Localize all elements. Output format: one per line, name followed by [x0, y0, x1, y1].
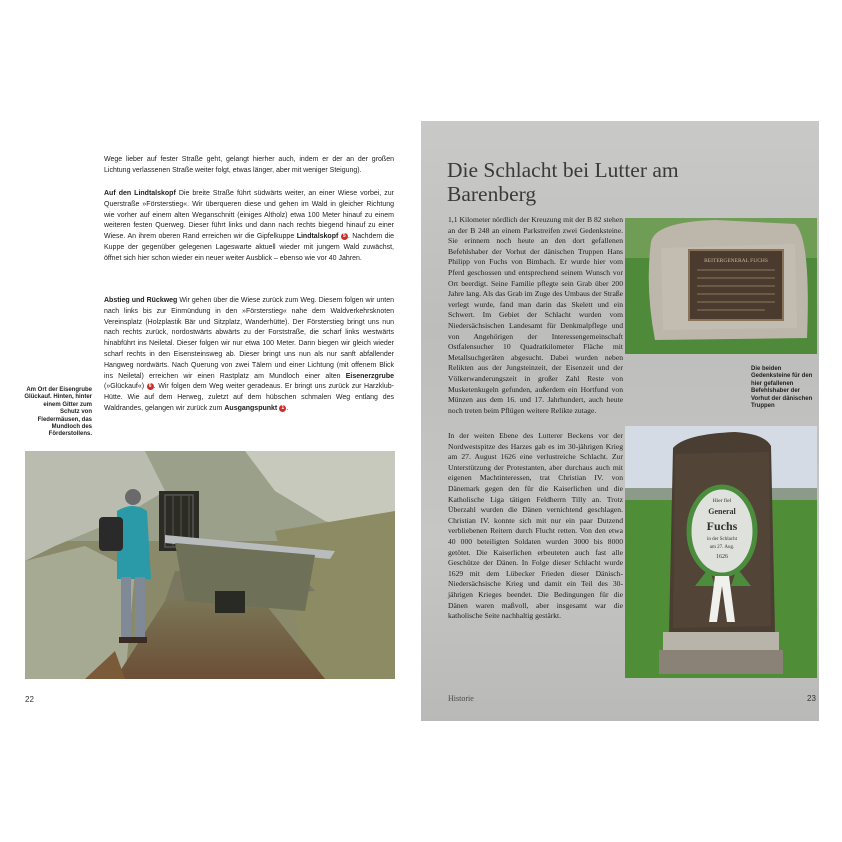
- abstieg-text-c: . Wir folgen dem Weg weiter geradeaus. Er bringt uns zurück zur Harzklub-Hütte. Wie auf dem Herweg, zuletzt auf dem hübschen schmalen Weg entlang des Waldrandes, gelangen wir zurück zum: [104, 383, 394, 412]
- section-heading-lindtalskopf: Auf den Lindtalskopf: [104, 190, 176, 197]
- intro-paragraph: [104, 155, 394, 177]
- abstieg-paragraph: [104, 296, 394, 415]
- eisenerzgrube-bold: Eisenerzgrube: [345, 372, 394, 380]
- ausgangspunkt-bold: Ausgangspunkt: [224, 404, 278, 412]
- section-label: Historie: [448, 694, 474, 703]
- gravestone-line-3: Fuchs: [706, 519, 738, 533]
- gravestone-line-1: Hier fiel: [712, 498, 732, 504]
- waypoint-1-marker: 1: [279, 405, 286, 412]
- right-page: [421, 121, 819, 721]
- abstieg-text-b: (»Glückauf«): [104, 383, 147, 391]
- mine-entrance-photo: [25, 451, 395, 679]
- gravestone-illustration: [625, 426, 817, 678]
- gravestone-line-4: in der Schlacht: [707, 537, 737, 542]
- photo-caption-right: Die beiden Gedenksteine für den hier gefallenen Befehlshaber der Vorhut der dänischen Truppen: [751, 366, 813, 410]
- gravestone-line-2: General: [708, 507, 736, 516]
- lindtalskopf-text-b: . Nachdem die Kuppe der gegenüber gelegenen Lageswarte aktuell wieder mit jungem Wald zuwächst, öffnet sich hier schon wieder ein neuer weiter Ausblick – ebenso wie vor 40 Jahren.: [104, 233, 395, 262]
- history-body-bottom: In der weiten Ebene des Lutterer Beckens vor der Nordwestspitze des Harzes gab es im 30-jährigen Krieg am 27. August 1626 eine verlustreiche Schlacht. Zur Unterstützung der Protestanten, aber durchaus auch mit eigenen Machtinteressen, trat Christian IV. von Dänemark gegen den für die Kaiserlichen und die Katholische Liga tätigen Feldherrn Tilly an. Trotz Überzahl wurden die Dänen vernichtend geschlagen. Christian IV. konnte sich mit nur ein paar Dutzend verbliebenen Reitern durch Flucht retten. Von den etwa 40 000 beteiligten Soldaten wurden 3000 bis 8000 getötet. Die Kaiserlichen erbeuteten auch fast alle Geschütze der Dänen. In Folge dieser Schlacht wurde 1629 mit dem Lübecker Frieden dieser Dänisch-Niedersächsische Krieg und damit ein Teil des 30-jährigen Krieges beendet. Die Bedingungen für die Dänen waren maßvoll, aber insgesamt war die katholische Seite nachhaltig gestärkt.: [448, 431, 623, 621]
- lindtalskopf-bold: Lindtalskopf: [296, 233, 339, 241]
- lindtalskopf-text-a: Die breite Straße führt südwärts weiter, an einer Wiese vorbei, zur Querstraße »Försterstieg«. Wir überqueren diese und gehen im Wald in gleicher Richtung wie vorher auf einem alten Weganschnitt (einiges Altholz) etwa 100 Meter hinauf zu einem weiteren festen Querweg. Dieser führt links und dann nach rechts biegend hinauf zu einer Wiese. An ihrem oberen Rand erreichen wir die Gipfelkuppe: [104, 190, 394, 241]
- fuchs-gravestone-photo: [625, 426, 817, 678]
- mine-entrance-illustration: [25, 451, 395, 679]
- intro-text: Wege lieber auf fester Straße geht, gelangt hierher auch, indem er der an der großen Lichtung verlassenen Straße weiter folgt, etwas länger, aber mit weniger Steigung).: [104, 156, 394, 174]
- page-number-right: 23: [807, 694, 816, 703]
- page-number-left: 22: [25, 695, 34, 704]
- waypoint-5-marker: 5: [341, 233, 348, 240]
- abstieg-text-d: .: [286, 404, 289, 412]
- gravestone-line-5: am 27. Aug.: [709, 545, 735, 550]
- waypoint-6-marker: 6: [147, 383, 154, 390]
- page-title: Die Schlacht bei Lutter am Barenberg: [447, 158, 679, 206]
- abstieg-text-a: Wir gehen über die Wiese zurück zum Weg. Diesem folgen wir unten nach links bis zur Einmündung in den »Försterstieg« nahe dem Waldverkehrsknoten Vereinsplatz (Holzplastik Bär und Sitzplatz, Wanderhütte). Der Försterstieg bringt uns nun nach rechts zurück, nordostwärts abwärts zu der Forststraße, die scharf links westwärts hinabführt ins Neiletal. Dieser folgen wir nur etwa 100 Meter. Dann biegen wir gleich wieder scharf rechts in den Eisensteinsweg ab. Dieser bringt uns nun als nur sanft abfallender Hangweg nordwärts. Nach Querung von zwei Tälern und einer Lichtung (mit offenem Blick ins Neiletal) erreichen wir einen Rastplatz am Mundloch einer alten: [104, 297, 394, 380]
- plaque-stone-illustration: [625, 218, 817, 354]
- gravestone-line-6: 1626: [716, 554, 728, 560]
- history-body-top: 1,1 Kilometer nördlich der Kreuzung mit der B 82 stehen an der B 248 an einem Parkstreifen zwei Gedenksteine. Sie erinnern noch heute an den dort gefallenen Befehlshaber der Vorhut der dänischen Truppen Hans Philipp von Fuchs von Bimbach. Er wurde hier vom Pferd geschossen und entsprechend seinem Wunsch vor Ort beerdigt. Seine Familie pflegte sein Grab über 200 Jahre lang. Als das Grab im Zuge des Umbaus der Straße verlegt wurde, fand man darin das Skelett und ein Schwert. Im Gebiet der Schlacht wurden vom Niedersächsischen Landesamt für Denkmalpflege und von Angehörigen der Interessengemeinschaft Ostfalensucher 10 Quadratkilometer Fläche mit Metallsuchgeräten abgesucht. Dabei wurden neben Relikten aus der Jungsteinzeit, der Eisenzeit und der Völkerwanderungszeit in großer Zahl Reste von Musketenkugeln gefunden, außerdem ein Hortfund von Münzen aus dem 16. und 17. Jahrhundert, auch heute noch treten beim Pflügen weitere Relikte zutage.: [448, 215, 623, 415]
- lindtalskopf-paragraph: [104, 189, 394, 265]
- section-heading-abstieg: Abstieg und Rückweg: [104, 297, 178, 304]
- plaque-inscription: REITERGENERAL FUCHS: [704, 258, 768, 264]
- photo-caption-left: Am Ort der Eisengrube Glückauf. Hinten, hinter einem Gitter zum Schutz von Fledermäusen, das Mundloch des Förderstollens.: [24, 387, 92, 438]
- memorial-plaque-photo: [625, 218, 817, 354]
- left-page: [24, 121, 421, 721]
